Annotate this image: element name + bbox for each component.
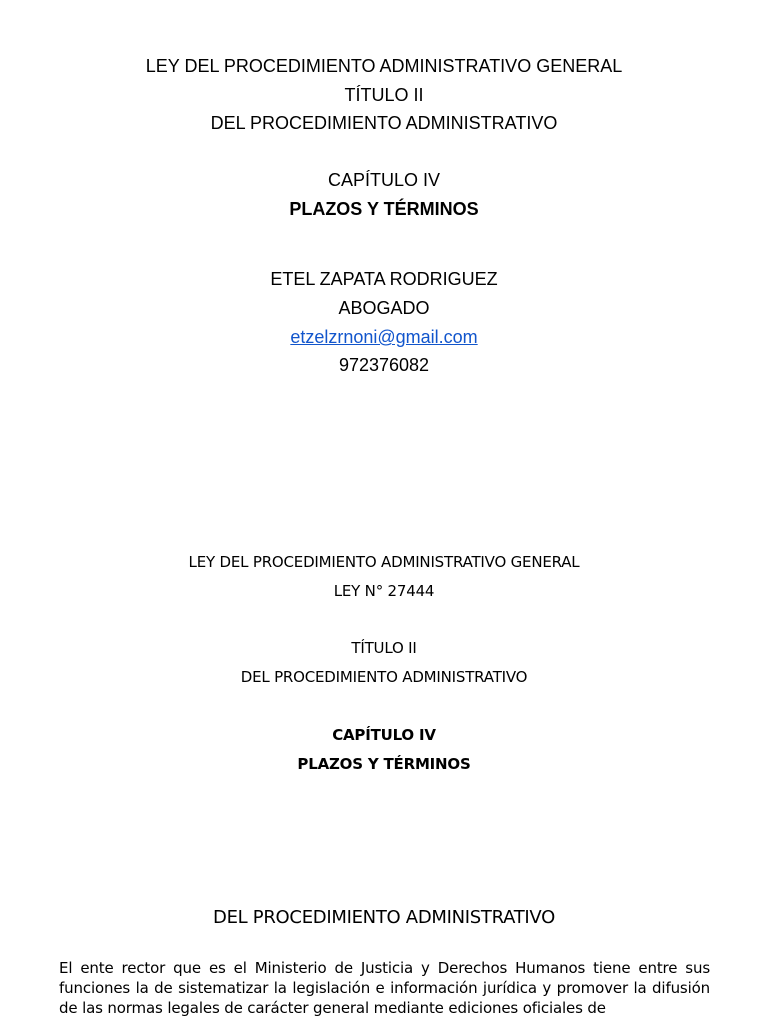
page2-law-number: LEY N° 27444 [333,582,435,600]
page2-chapter-name: PLAZOS Y TÉRMINOS [297,755,471,773]
cover-law-title: LEY DEL PROCEDIMIENTO ADMINISTRATIVO GENERAL [145,56,623,76]
cover-subtitle: DEL PROCEDIMIENTO ADMINISTRATIVO [210,113,558,133]
section-heading: DEL PROCEDIMIENTO ADMINISTRATIVO [213,907,555,928]
page2-chapter: CAPÍTULO IV [332,726,436,744]
cover-chapter-name: PLAZOS Y TÉRMINOS [289,199,479,219]
page2-law-title: LEY DEL PROCEDIMIENTO ADMINISTRATIVO GENERAL [188,553,580,571]
page2-subtitle: DEL PROCEDIMIENTO ADMINISTRATIVO [240,668,528,686]
author-phone: 972376082 [338,355,430,375]
author-email-container [0,327,768,348]
author-email-link[interactable]: etzelzrnoni@gmail.com [290,327,478,347]
author-name: ETEL ZAPATA RODRIGUEZ [270,269,498,289]
cover-titulo: TÍTULO II [344,85,424,105]
body-paragraph: El ente rector que es el Ministerio de Justicia y Derechos Humanos tiene entre sus funciones la de sistematizar la legislación e información jurídica y promover la difusión de las normas legales de carácter general mediante ediciones oficiales de [59,959,710,1017]
cover-chapter: CAPÍTULO IV [327,170,441,190]
page2-titulo: TÍTULO II [351,639,417,657]
author-profession: ABOGADO [338,298,430,318]
